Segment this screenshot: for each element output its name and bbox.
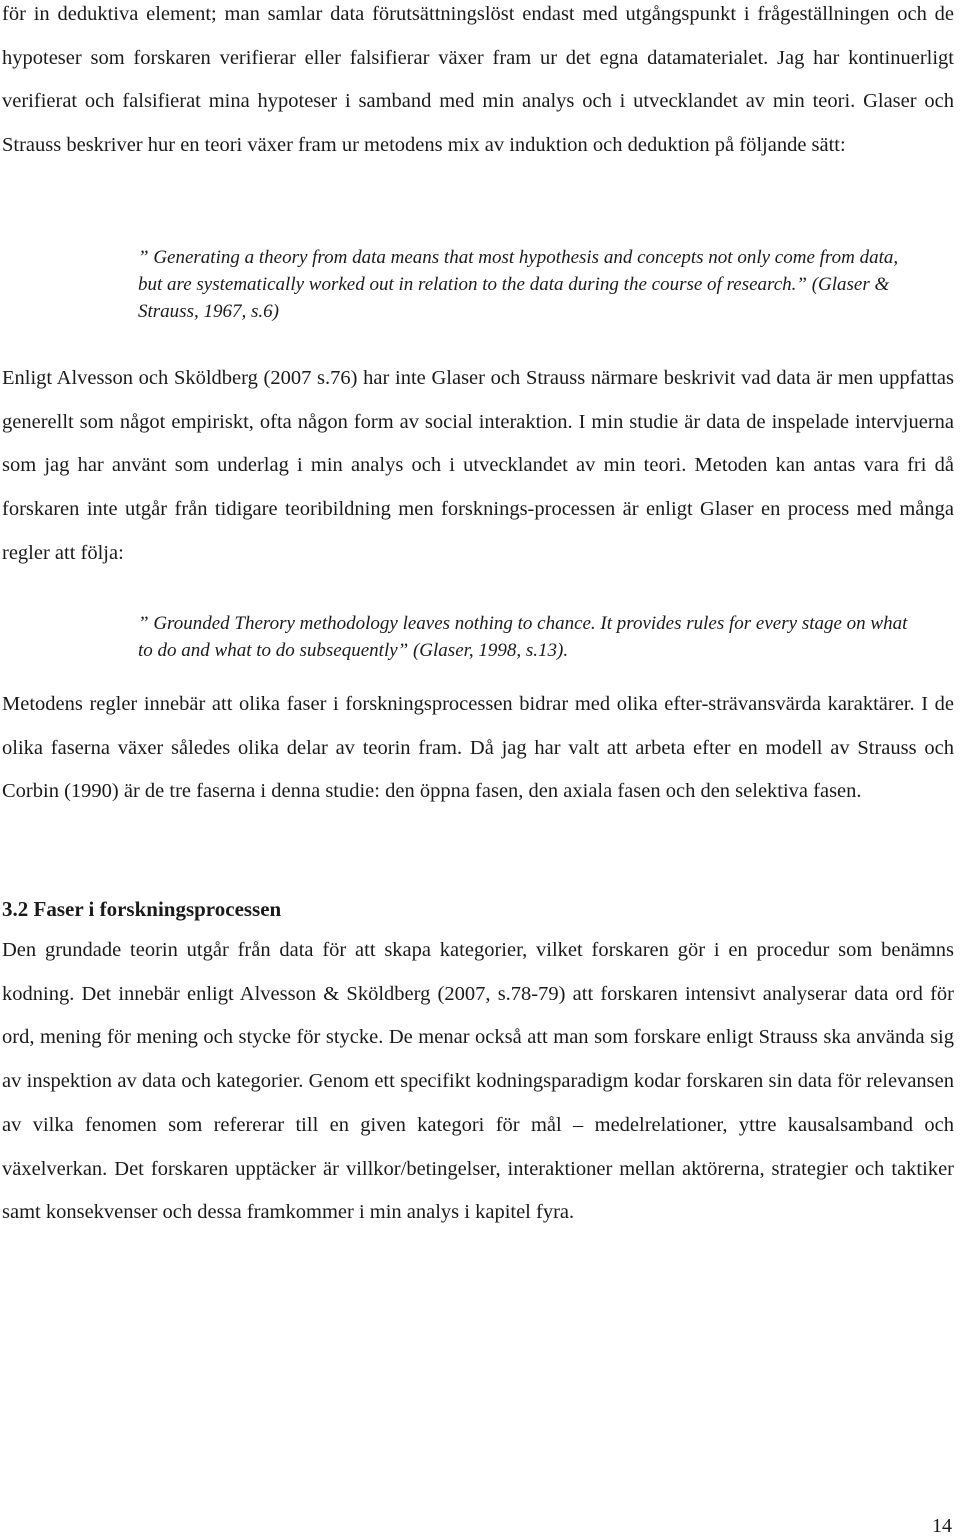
body-paragraph: Enligt Alvesson och Sköldberg (2007 s.76) har inte Glaser och Strauss närmare beskrivit vad data är men uppfattas generellt som något empiriskt, ofta någon form av social interaktion. I min studie är data de inspelade intervjuerna som jag har använt som underlag i min analys och i utvecklandet av min teori. Metoden kan antas vara fri då forskaren inte utgår från tidigare teoribildning men forsknings-processen är enligt Glaser en process med många regler att följa: — [2, 367, 954, 564]
body-paragraph: för in deduktiva element; man samlar data förutsättningslöst endast med utgångspunkt i frågeställningen och de hypoteser som forskaren verifierar eller falsifierar växer fram ur det egna datamaterialet. Jag har kontinuerligt verifierat och falsifierat mina hypoteser i samband med min analys och i utvecklandet av min teori. Glaser och Strauss beskriver hur en teori växer fram ur metodens mix av induktion och deduktion på följande sätt: — [2, 3, 954, 157]
block-quote: ” Generating a theory from data means that most hypothesis and concepts not only come from data, but are systematically worked out in relation to the data during the course of research.” (Glaser & Strauss, 1967, s.6) — [138, 247, 899, 322]
body-paragraph: Metodens regler innebär att olika faser i forskningsprocessen bidrar med olika efter-strävansvärda karaktärer. I de olika faserna växer således olika delar av teorin fram. Då jag har valt att arbeta efter en modell av Strauss och Corbin (1990) är de tre faserna i denna studie: den öppna fasen, den axiala fasen och den selektiva fasen. — [2, 693, 954, 803]
section-heading: 3.2 Faser i forskningsprocessen — [2, 897, 282, 921]
body-paragraph: Den grundade teorin utgår från data för att skapa kategorier, vilket forskaren gör i en procedur som benämns kodning. Det innebär enligt Alvesson & Sköldberg (2007, s.78-79) att forskaren intensivt analyserar data ord för ord, mening för mening och stycke för stycke. De menar också att man som forskare enligt Strauss ska använda sig av inspektion av data och kategorier. Genom ett specifikt kodningsparadigm kodar forskaren sin data för relevansen av vilka fenomen som refererar till en given kategori för mål – medelrelationer, yttre kausalsamband och växelverkan. Det forskaren upptäcker är villkor/betingelser, interaktioner mellan aktörerna, strategier och taktiker samt konsekvenser och dessa framkommer i min analys i kapitel fyra. — [2, 939, 954, 1224]
block-quote: ” Grounded Therory methodology leaves nothing to chance. It provides rules for every stage on what to do and what to do subsequently” (Glaser, 1998, s.13). — [138, 613, 908, 661]
page-number: 14 — [932, 1515, 952, 1537]
